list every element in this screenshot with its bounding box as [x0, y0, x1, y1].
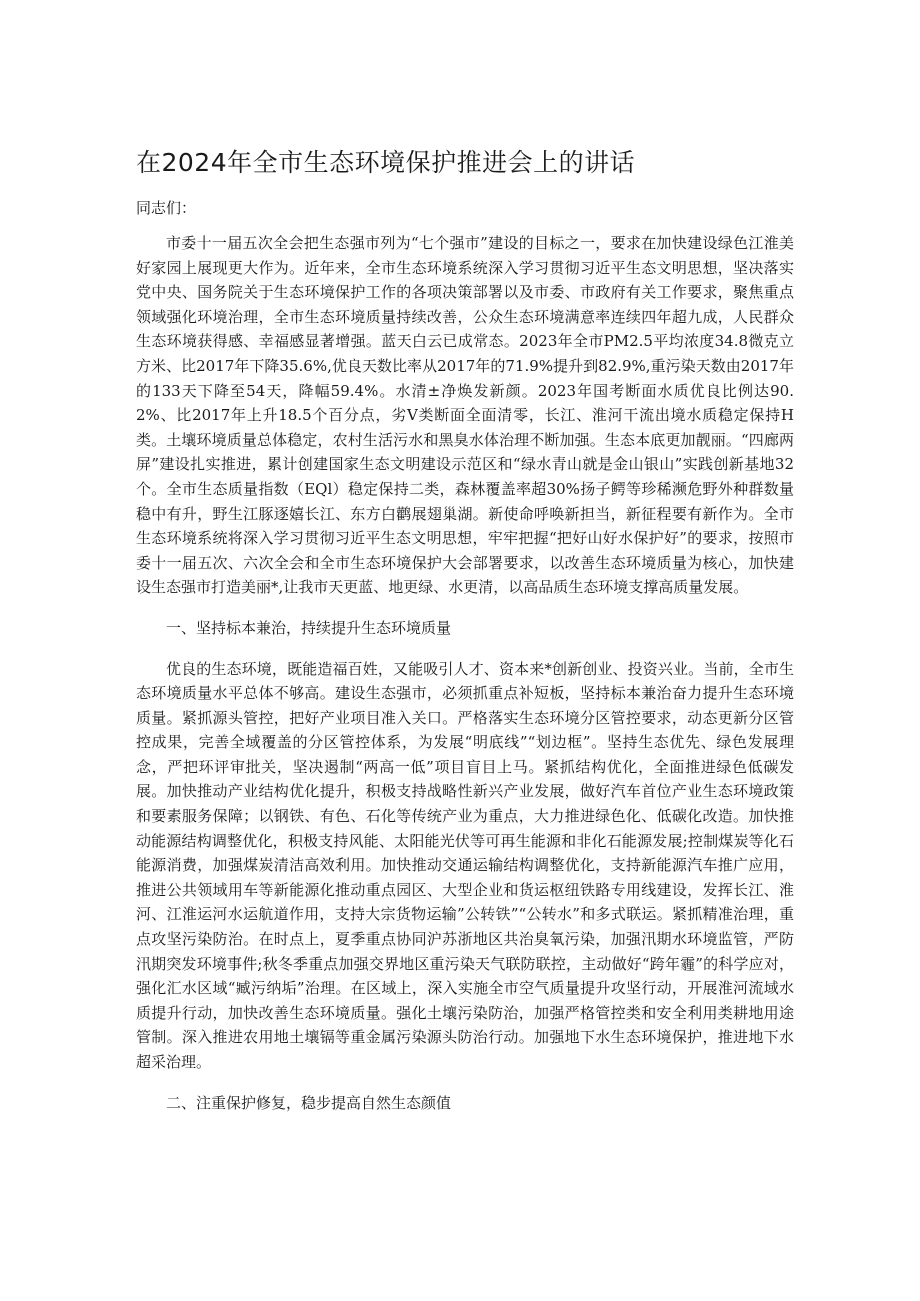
salutation: 同志们： [136, 199, 197, 217]
section-heading-2: 二、注重保护修复，稳步提高自然生态颜值 [166, 1093, 452, 1112]
document-body [136, 231, 794, 1131]
section-heading-1: 一、坚持标本兼治，持续提升生态环境质量 [166, 618, 452, 637]
document-title: 在2024年全市生态环境保护推进会上的讲话 [136, 148, 636, 177]
paragraph-section-1: 优良的生态环境，既能造福百姓，又能吸引人才、资本来*创新创业、投资兴业。当前，全市生态环境质量水平总体不够高。建设生态强市，必须抓重点补短板，坚持标本兼治奋力提升生态环境质量。紧抓源头管控，把好产业项目准入关口。严格落实生态环境分区管控要求，动态更新分区管控成果，完善全域覆盖的分区管控体系，为发展“明底线”“划边框”。坚持生态优先、绿色发展理念，严把环评审批关，坚决遏制“两高一低”项目盲目上马。紧抓结构优化，全面推进绿色低碳发展。加快推动产业结构优化提升，积极支持战略性新兴产业发展，做好汽车首位产业生态环境政策和要素服务保障；以钢铁、有色、石化等传统产业为重点，大力推进绿色化、低碳化改造。加快推动能源结构调整优化，积极支持风能、太阳能光伏等可再生能源和非化石能源发展;控制煤炭等化石能源消费，加强煤炭清洁高效利用。加快推动交通运输结构调整优化，支持新能源汽车推广应用，推进公共领域用车等新能源化推动重点园区、大型企业和货运枢纽铁路专用线建设，发挥长江、淮河、江淮运河水运航道作用，支持大宗货物运输”公转铁”“公转水”和多式联运。紧抓精准治理，重点攻坚污染防治。在时点上，夏季重点协同沪苏浙地区共治臭氧污染，加强汛期水环境监管，严防汛期突发环境事件;秋冬季重点加强交界地区重污染天气联防联控，主动做好“跨年霾”的科学应对，强化汇水区域“臧污纳垢”治理。在区域上，深入实施全市空气质量提升攻坚行动，开展淮河流域水质提升行动，加快改善生态环境质量。强化土壤污染防治，加强严格管控类和安全利用类耕地用途管制。深入推进农用地土壤镉等重金属污染源头防治行动。加强地下水生态环境保护，推进地下水超采治理。 [136, 659, 794, 1071]
paragraph-intro: 市委十一届五次全会把生态强市列为“七个强市”建设的目标之一，要求在加快建设绿色江淮美好家园上展现更大作为。近年来，全市生态环境系统深入学习贯彻习近平生态文明思想，坚决落实党中央、国务院关于生态环境保护工作的各项决策部署以及市委、市政府有关工作要求，聚焦重点领域强化环境治理，全市生态环境质量持续改善，公众生态环境满意率连续四年超九成，人民群众生态环境获得感、幸福感显著增强。蓝天白云已成常态。2023年全市PM2.5平均浓度34.8微克立方米、比2017年下降35.6%,优良天数比率从2017年的71.9%提升到82.9%,重污染天数由2017年的133天下降至54天，降幅59.4%。水清±净焕发新颜。2023年国考断面水质优良比例达90.2%、比2017年上升18.5个百分点，劣V类断面全面清零，长江、淮河干流出境水质稳定保持H类。土壤环境质量总体稳定，农村生活污水和黑臭水体治理不断加强。生态本底更加靓丽。“四廊两屏”建设扎实推进，累计创建国家生态文明建设示范区和“绿水青山就是金山银山”实践创新基地32个。全市生态质量指数（EQl）稳定保持二类，森林覆盖率超30%扬子鳄等珍稀濒危野外种群数量稳中有升，野生江豚逐嬉长江、东方白鹳展翅巢湖。新使命呼唤新担当，新征程要有新作为。全市生态环境系统将深入学习贯彻习近平生态文明思想，牢牢把握“把好山好水保护好”的要求，按照市委十一届五次、六次全会和全市生态环境保护大会部署要求，以改善生态环境质量为核心，加快建设生态强市打造美丽*,让我市天更蓝、地更绿、水更清，以高品质生态环境支撑高质量发展。 [136, 234, 794, 597]
